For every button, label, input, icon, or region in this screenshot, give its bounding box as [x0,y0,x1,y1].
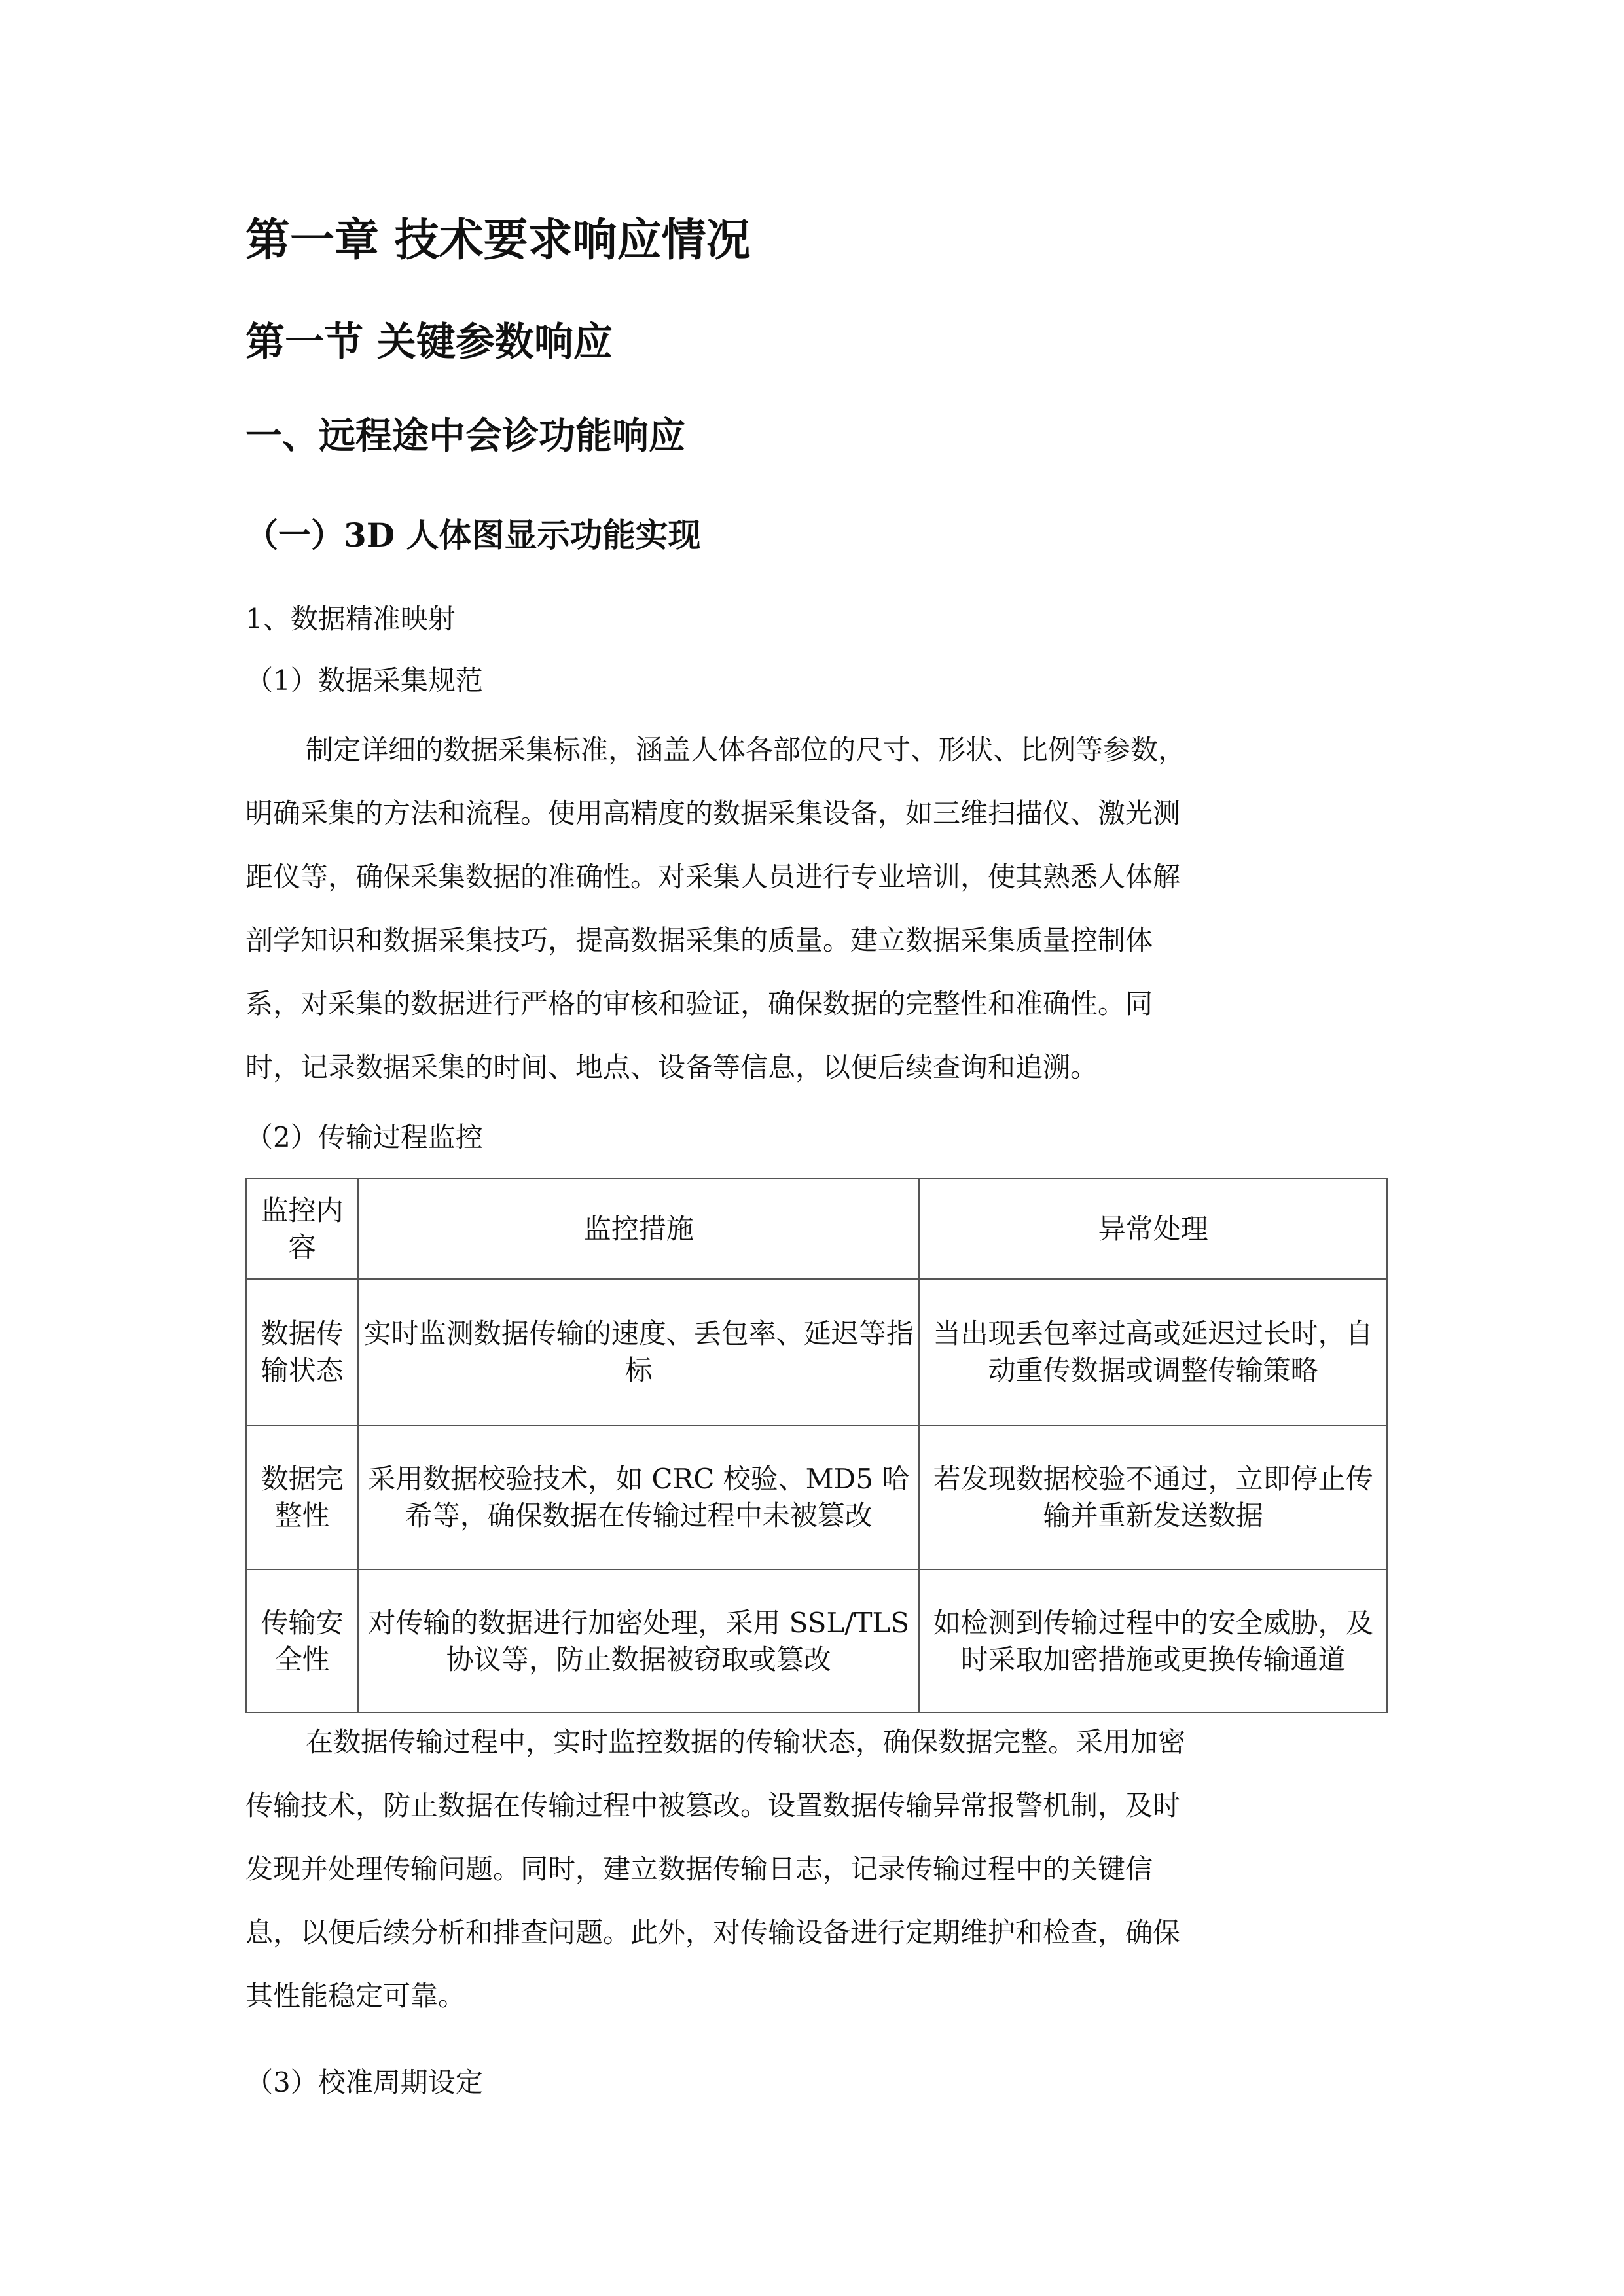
table-cell: 采用数据校验技术，如 CRC 校验、MD5 哈希等，确保数据在传输过程中未被篡改 [358,1426,919,1570]
paragraph-line: 在数据传输过程中，实时监控数据的传输状态，确保数据完整。采用加密 [306,1726,1186,1758]
table-row [246,1279,1387,1426]
paragraph-line: 距仪等，确保采集数据的准确性。对采集人员进行专业培训，使其熟悉人体解 [245,861,1181,893]
table-cell: 对传输的数据进行加密处理，采用 SSL/TLS 协议等，防止数据被窃取或篡改 [358,1570,919,1713]
table-cell: 数据传输状态 [246,1279,358,1426]
sub-3-title: （3）校准周期设定 [245,2066,483,2098]
sub-2-title: （2）传输过程监控 [245,1121,483,1153]
subsection-title: （一）3D 人体图显示功能实现 [245,516,701,554]
table-cell: 当出现丢包率过高或延迟过长时，自动重传数据或调整传输策略 [919,1279,1387,1426]
paragraph-data-collection [245,718,1388,1099]
paragraph-line: 明确采集的方法和流程。使用高精度的数据采集设备，如三维扫描仪、激光测 [245,797,1181,829]
sub-1-title: （1）数据采集规范 [245,664,483,696]
section-title: 第一节 关键参数响应 [245,319,613,365]
monitoring-table [245,1178,1388,1713]
table-header-cell: 异常处理 [919,1179,1387,1279]
table-cell: 若发现数据校验不通过，立即停止传输并重新发送数据 [919,1426,1387,1570]
table-cell: 如检测到传输过程中的安全威胁，及时采取加密措施或更换传输通道 [919,1570,1387,1713]
point-title: 1、数据精准映射 [245,603,456,635]
table-row [246,1570,1387,1713]
table-header-row [246,1179,1387,1279]
table-cell: 实时监测数据传输的速度、丢包率、延迟等指标 [358,1279,919,1426]
paragraph-line: 制定详细的数据采集标准，涵盖人体各部位的尺寸、形状、比例等参数， [306,734,1186,766]
paragraph-line: 其性能稳定可靠。 [245,1980,466,2012]
table-cell: 数据完整性 [246,1426,358,1570]
paragraph-transmission [245,1710,1388,2028]
table-row [246,1426,1387,1570]
item-title: 一、远程途中会诊功能响应 [245,415,685,457]
paragraph-line: 系，对采集的数据进行严格的审核和验证，确保数据的完整性和准确性。同 [245,988,1153,1020]
paragraph-line: 传输技术，防止数据在传输过程中被篡改。设置数据传输异常报警机制，及时 [245,1789,1181,1821]
paragraph-line: 息，以便后续分析和排查问题。此外，对传输设备进行定期维护和检查，确保 [245,1916,1181,1948]
table-header-cell: 监控内容 [246,1179,358,1279]
paragraph-line: 发现并处理传输问题。同时，建立数据传输日志，记录传输过程中的关键信 [245,1853,1153,1885]
chapter-title: 第一章 技术要求响应情况 [245,215,751,266]
table-header-cell: 监控措施 [358,1179,919,1279]
paragraph-line: 时，记录数据采集的时间、地点、设备等信息，以便后续查询和追溯。 [245,1051,1098,1083]
paragraph-line: 剖学知识和数据采集技巧，提高数据采集的质量。建立数据采集质量控制体 [245,924,1153,956]
table-cell: 传输安全性 [246,1570,358,1713]
